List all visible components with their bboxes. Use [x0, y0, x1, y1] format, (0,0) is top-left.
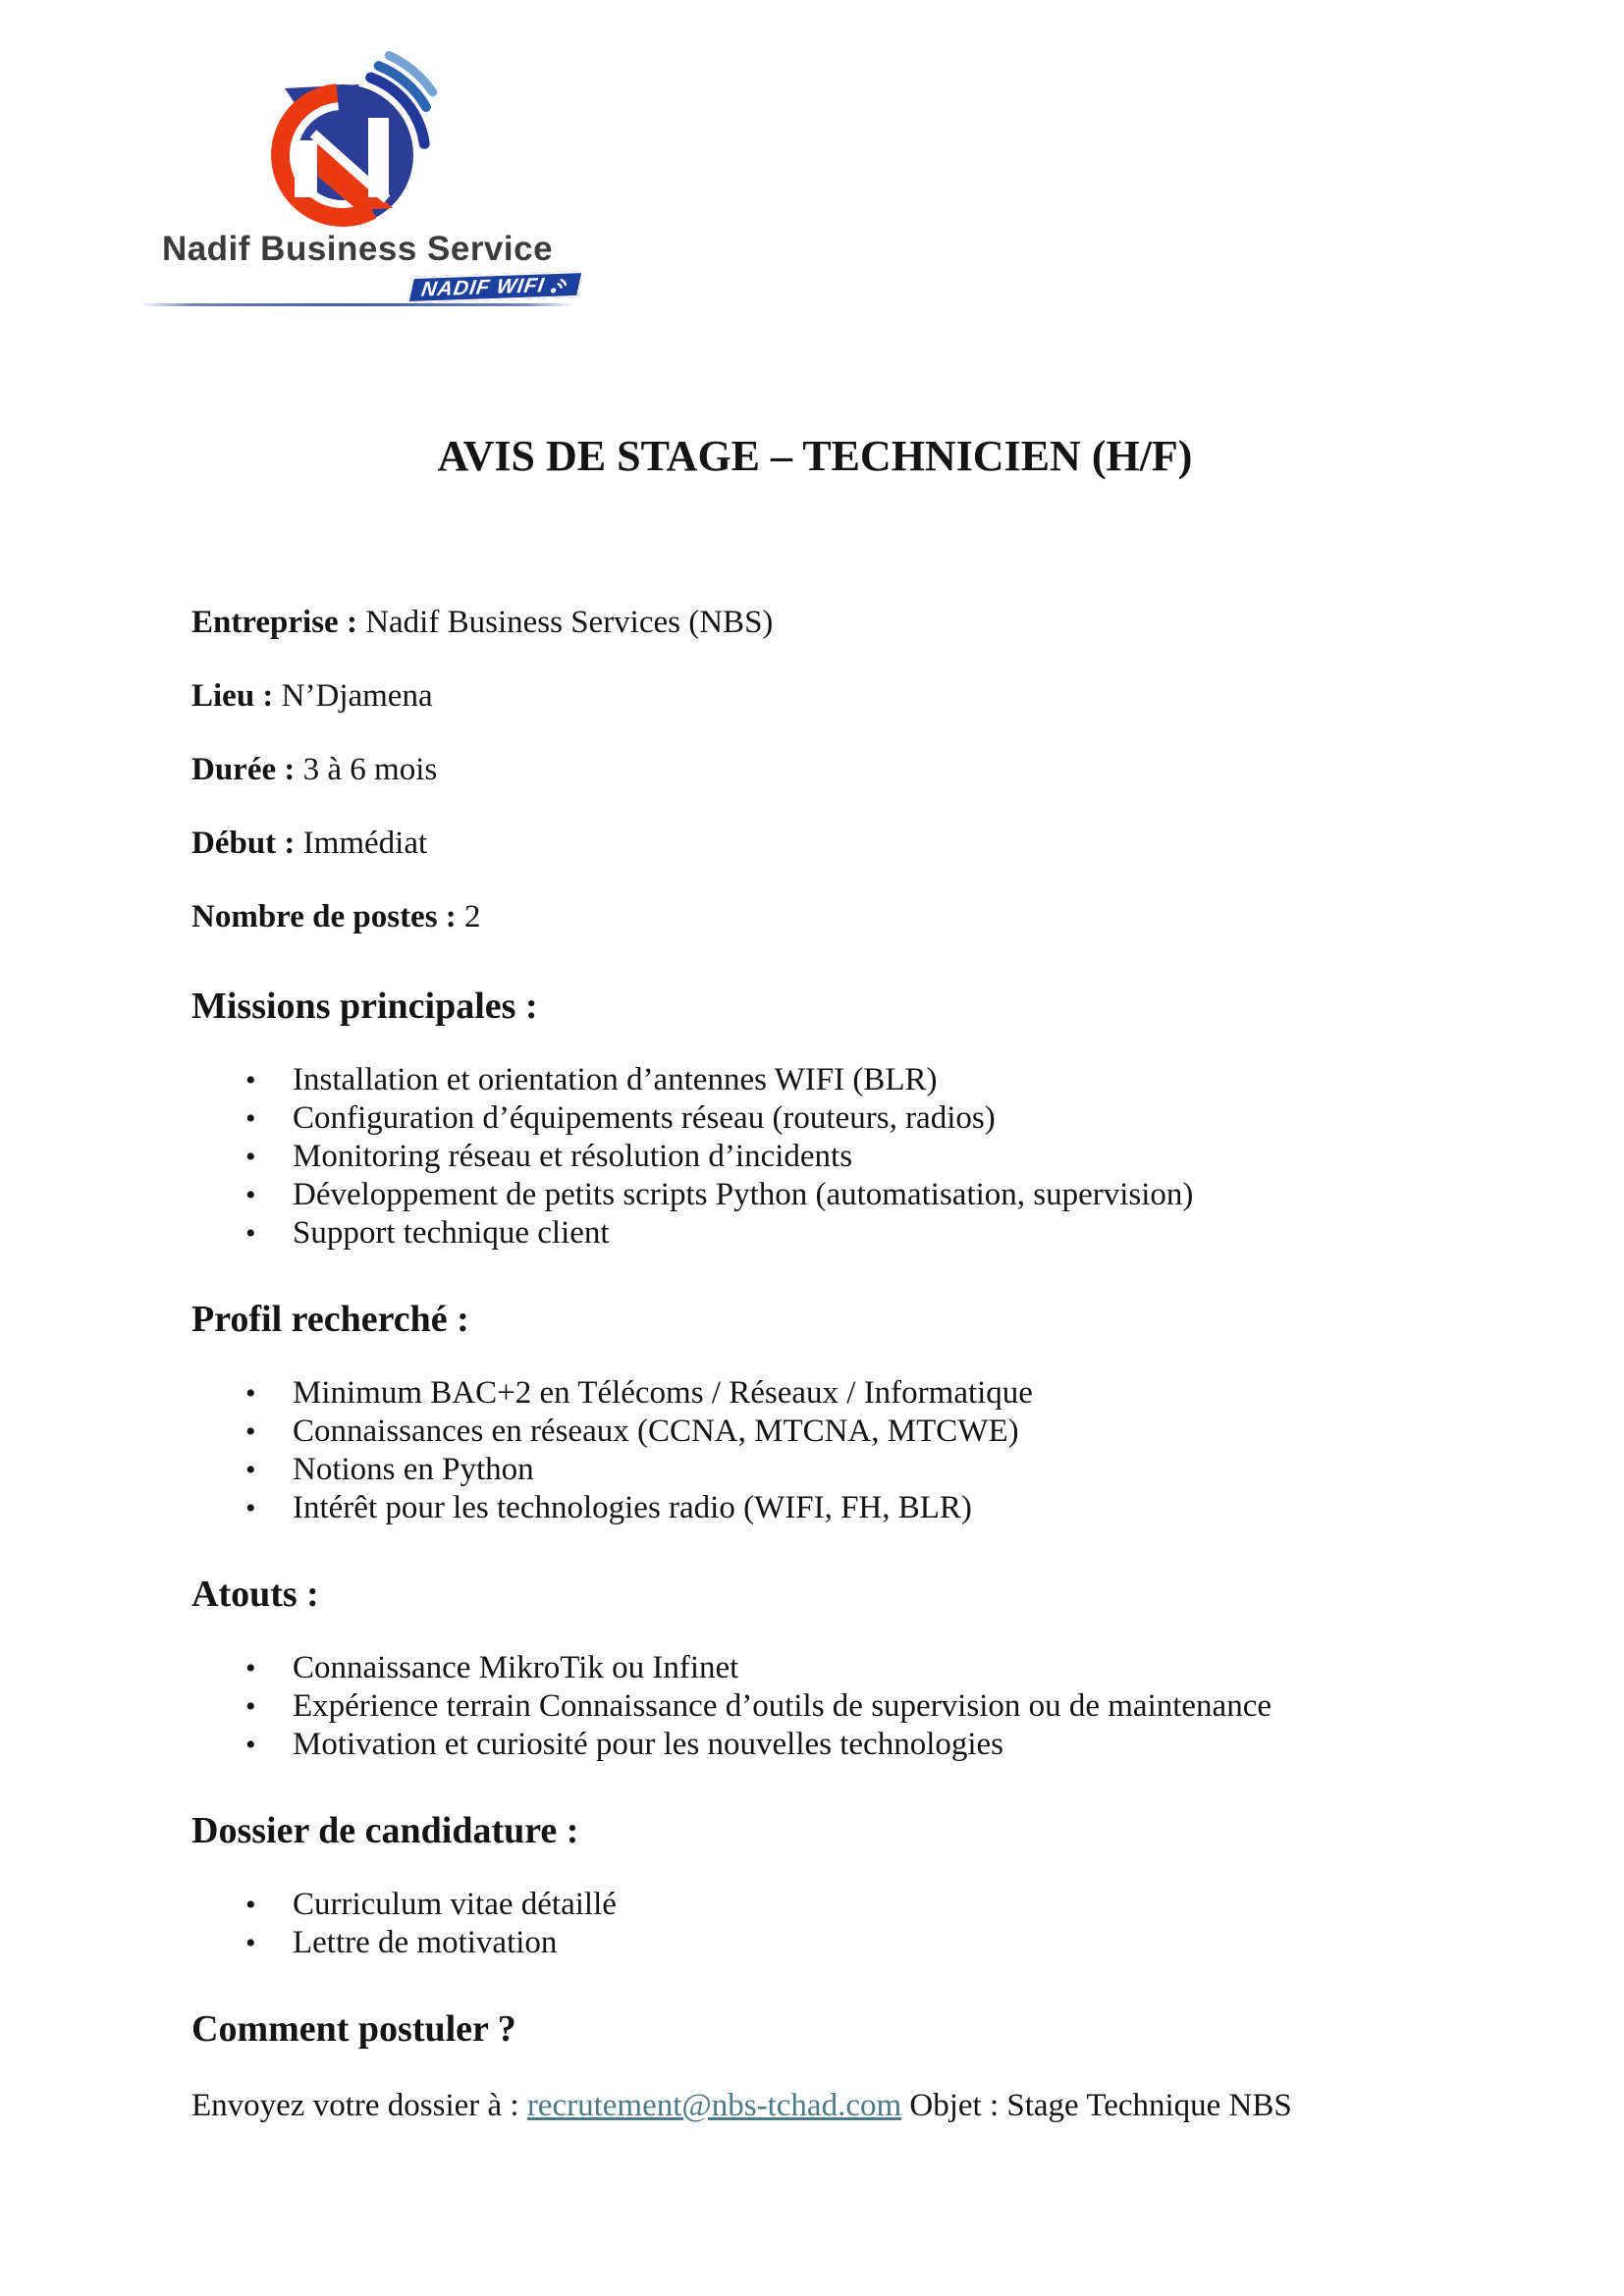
bullet-icon: • [245, 1927, 256, 1959]
bullet-icon: • [245, 1454, 256, 1486]
document-title: AVIS DE STAGE – TECHNICIEN (H/F) [437, 432, 1193, 480]
info-field-lieu [191, 680, 1438, 713]
bullet-icon: • [245, 1179, 256, 1211]
bullet-icon: • [245, 1217, 256, 1250]
bullet-icon: • [245, 1690, 256, 1723]
info-value: 3 à 6 mois [302, 752, 438, 787]
document-body [191, 0, 1438, 2125]
info-field-entreprise [191, 607, 1438, 639]
bullet-icon: • [245, 1652, 256, 1684]
bullet-icon: • [245, 1102, 256, 1135]
list-item [191, 1374, 1438, 1413]
list-item [191, 1061, 1438, 1099]
bullet-icon: • [245, 1415, 256, 1448]
info-value: Immédiat [302, 826, 428, 861]
bullet-icon: • [245, 1729, 256, 1761]
info-label: Durée : [191, 752, 296, 787]
nadif-wifi-badge-label: NADIF WIFI [419, 273, 547, 301]
apply-prefix: Envoyez votre dossier à : [191, 2088, 527, 2123]
info-label: Lieu : [191, 678, 274, 714]
info-value: 2 [464, 899, 481, 934]
info-value: Nadif Business Services (NBS) [365, 605, 774, 640]
info-label: Entreprise : [191, 605, 357, 640]
list-item [191, 1214, 1438, 1253]
missions-list [191, 1061, 1438, 1253]
bullet-icon: • [245, 1492, 256, 1524]
list-item [191, 1649, 1438, 1687]
atouts-list [191, 1649, 1438, 1764]
bullet-icon: • [245, 1889, 256, 1921]
list-item [191, 1176, 1438, 1214]
list-item [191, 1489, 1438, 1527]
list-item [191, 1451, 1438, 1489]
info-field-debut [191, 828, 1438, 860]
section-heading-missions: Missions principales : [191, 986, 538, 1027]
list-item-text: Motivation et curiosité pour les nouvelles technologies [293, 1727, 1004, 1762]
list-item [191, 1138, 1438, 1176]
list-item [191, 1886, 1438, 1924]
section-heading-dossier: Dossier de candidature : [191, 1810, 579, 1851]
list-item-text: Configuration d’équipements réseau (routeurs, radios) [293, 1100, 996, 1136]
list-item-text: Curriculum vitae détaillé [293, 1887, 617, 1922]
list-item-text: Développement de petits scripts Python (automatisation, supervision) [293, 1177, 1194, 1212]
section-heading-atouts: Atouts : [191, 1574, 319, 1615]
list-item-text: Lettre de motivation [293, 1925, 558, 1960]
list-item-text: Support technique client [293, 1215, 610, 1251]
section-heading-profil: Profil recherché : [191, 1299, 469, 1340]
bullet-icon: • [245, 1377, 256, 1410]
profil-list [191, 1374, 1438, 1527]
list-item-text: Expérience terrain Connaissance d’outils de supervision ou de maintenance [293, 1688, 1272, 1724]
list-item [191, 1924, 1438, 1962]
apply-instructions [191, 2086, 1438, 2125]
dossier-list [191, 1886, 1438, 1962]
info-value: N’Djamena [281, 678, 433, 714]
list-item-text: Notions en Python [293, 1452, 534, 1487]
list-item [191, 1726, 1438, 1764]
list-item-text: Minimum BAC+2 en Télécoms / Réseaux / Informatique [293, 1375, 1033, 1411]
list-item [191, 1413, 1438, 1451]
list-item-text: Intérêt pour les technologies radio (WIFI, FH, BLR) [293, 1490, 972, 1525]
section-heading-postuler: Comment postuler ? [191, 2008, 516, 2050]
info-label: Début : [191, 826, 296, 861]
list-item [191, 1099, 1438, 1138]
list-item-text: Connaissance MikroTik ou Infinet [293, 1650, 739, 1685]
bullet-icon: • [245, 1141, 256, 1173]
info-label: Nombre de postes : [191, 899, 457, 934]
info-field-nombre-postes [191, 901, 1438, 934]
company-name: Nadif Business Service [161, 230, 554, 268]
list-item-text: Monitoring réseau et résolution d’incidents [293, 1139, 853, 1174]
list-item-text: Installation et orientation d’antennes WIFI (BLR) [293, 1062, 938, 1097]
list-item-text: Connaissances en réseaux (CCNA, MTCNA, MTCWE) [293, 1414, 1019, 1449]
list-item [191, 1687, 1438, 1726]
bullet-icon: • [245, 1064, 256, 1096]
info-field-duree [191, 754, 1438, 786]
recruitment-email-link[interactable]: recrutement@nbs-tchad.com [526, 2088, 902, 2123]
apply-suffix: Objet : Stage Technique NBS [901, 2088, 1292, 2123]
